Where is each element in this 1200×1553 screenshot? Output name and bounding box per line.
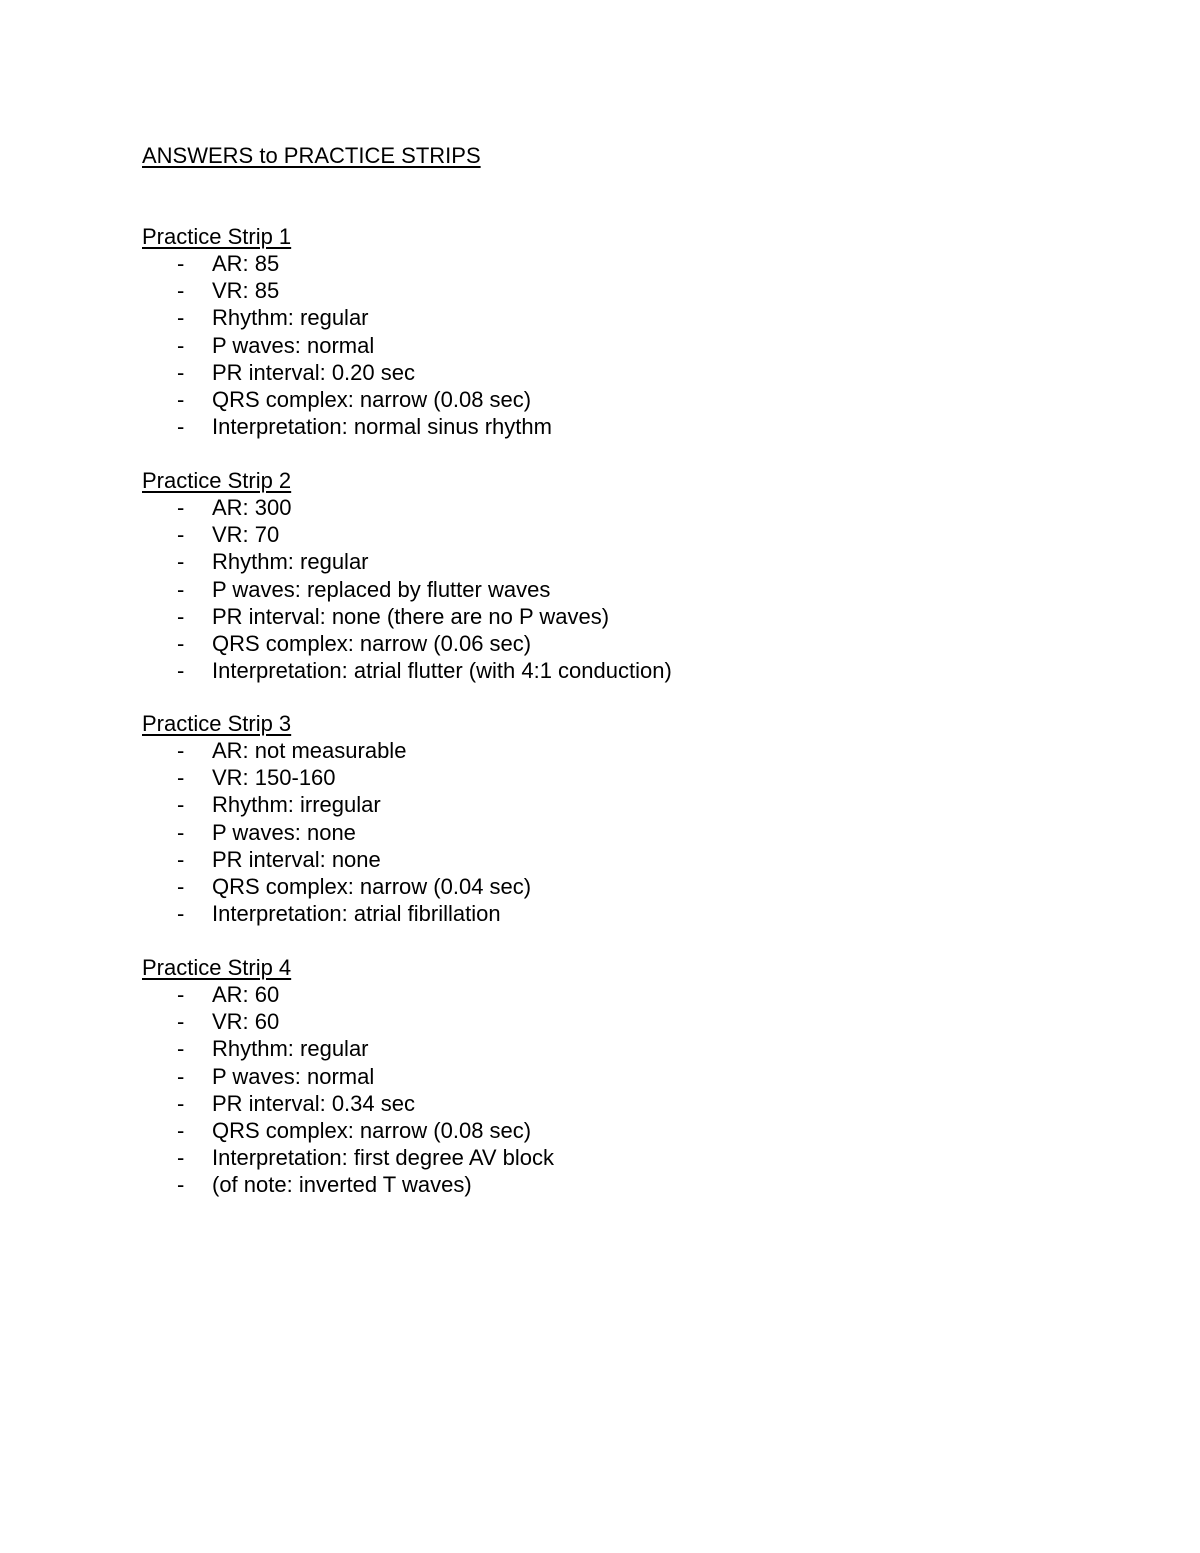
section-heading: Practice Strip 4 (142, 955, 292, 980)
list-item (142, 630, 1042, 657)
section-heading: Practice Strip 2 (142, 468, 292, 493)
list-item-text: Rhythm: regular (212, 1036, 369, 1062)
practice-strip-1-section (142, 223, 1042, 440)
list-item (142, 1008, 1042, 1035)
bullet-dash: - (177, 603, 185, 629)
answer-list (142, 250, 1042, 440)
practice-strip-2-section (142, 467, 1042, 684)
list-item-text: Rhythm: irregular (212, 792, 381, 818)
bullet-dash: - (177, 1036, 185, 1062)
list-item (142, 603, 1042, 630)
list-item (142, 576, 1042, 603)
list-item (142, 494, 1042, 521)
list-item-text: AR: 85 (212, 251, 280, 276)
list-item (142, 250, 1042, 277)
list-item (142, 900, 1042, 927)
bullet-dash: - (177, 792, 185, 818)
list-item (142, 791, 1042, 818)
list-item-text: P waves: replaced by flutter waves (212, 576, 551, 602)
bullet-dash: - (177, 305, 185, 331)
bullet-dash: - (177, 278, 185, 304)
bullet-dash: - (177, 1117, 185, 1143)
list-item-text: Rhythm: regular (212, 305, 369, 331)
bullet-dash: - (177, 765, 185, 791)
bullet-dash: - (177, 901, 185, 927)
list-item-text: PR interval: none (212, 846, 381, 872)
list-item (142, 846, 1042, 873)
list-item-text: Interpretation: first degree AV block (212, 1145, 554, 1171)
list-item-text: QRS complex: narrow (0.06 sec) (212, 630, 532, 656)
list-item (142, 819, 1042, 846)
list-item (142, 737, 1042, 764)
list-item-text: Rhythm: regular (212, 549, 369, 575)
bullet-dash: - (177, 1090, 185, 1116)
practice-strip-4-section (142, 954, 1042, 1199)
answer-list (142, 737, 1042, 927)
list-item (142, 873, 1042, 900)
list-item (142, 332, 1042, 359)
bullet-dash: - (177, 819, 185, 845)
list-item-text: PR interval: 0.20 sec (212, 359, 415, 385)
bullet-dash: - (177, 522, 185, 548)
list-item (142, 1171, 1042, 1198)
list-item (142, 413, 1042, 440)
list-item-text: Interpretation: atrial flutter (with 4:1 conduction) (212, 658, 672, 684)
section-heading: Practice Strip 3 (142, 711, 292, 736)
list-item-text: AR: 60 (212, 982, 280, 1007)
list-item-text: P waves: normal (212, 1063, 375, 1089)
list-item-text: VR: 150-160 (212, 765, 336, 791)
bullet-dash: - (177, 386, 185, 412)
bullet-dash: - (177, 576, 185, 602)
bullet-dash: - (177, 1063, 185, 1089)
list-item (142, 657, 1042, 684)
bullet-dash: - (177, 738, 185, 763)
bullet-dash: - (177, 658, 185, 684)
bullet-dash: - (177, 332, 185, 358)
list-item-text: Interpretation: normal sinus rhythm (212, 414, 552, 440)
answer-list (142, 494, 1042, 684)
list-item (142, 764, 1042, 791)
list-item-text: QRS complex: narrow (0.08 sec) (212, 1117, 532, 1143)
list-item (142, 1144, 1042, 1171)
list-item-text: VR: 70 (212, 522, 280, 548)
list-item (142, 548, 1042, 575)
bullet-dash: - (177, 630, 185, 656)
list-item (142, 981, 1042, 1008)
list-item (142, 277, 1042, 304)
list-item-text: Interpretation: atrial fibrillation (212, 901, 501, 927)
list-item-text: QRS complex: narrow (0.04 sec) (212, 873, 532, 899)
bullet-dash: - (177, 1172, 185, 1198)
list-item (142, 521, 1042, 548)
list-item-text: (of note: inverted T waves) (212, 1172, 472, 1198)
list-item-text: PR interval: 0.34 sec (212, 1090, 415, 1116)
bullet-dash: - (177, 982, 185, 1007)
list-item (142, 1035, 1042, 1062)
list-item (142, 1063, 1042, 1090)
list-item-text: P waves: none (212, 819, 356, 845)
list-item-text: QRS complex: narrow (0.08 sec) (212, 386, 532, 412)
list-item-text: VR: 60 (212, 1009, 280, 1035)
list-item (142, 304, 1042, 331)
bullet-dash: - (177, 495, 185, 520)
bullet-dash: - (177, 251, 185, 276)
bullet-dash: - (177, 846, 185, 872)
list-item (142, 1117, 1042, 1144)
list-item-text: P waves: normal (212, 332, 375, 358)
list-item-text: AR: 300 (212, 495, 292, 520)
answer-list (142, 981, 1042, 1199)
bullet-dash: - (177, 873, 185, 899)
list-item-text: VR: 85 (212, 278, 280, 304)
list-item-text: PR interval: none (there are no P waves) (212, 603, 610, 629)
section-heading: Practice Strip 1 (142, 224, 292, 249)
bullet-dash: - (177, 414, 185, 440)
list-item-text: AR: not measurable (212, 738, 407, 763)
list-item (142, 386, 1042, 413)
document-title: ANSWERS to PRACTICE STRIPS (142, 143, 481, 168)
list-item (142, 1090, 1042, 1117)
list-item (142, 359, 1042, 386)
bullet-dash: - (177, 1009, 185, 1035)
bullet-dash: - (177, 1145, 185, 1171)
practice-strip-3-section (142, 710, 1042, 927)
bullet-dash: - (177, 359, 185, 385)
bullet-dash: - (177, 549, 185, 575)
